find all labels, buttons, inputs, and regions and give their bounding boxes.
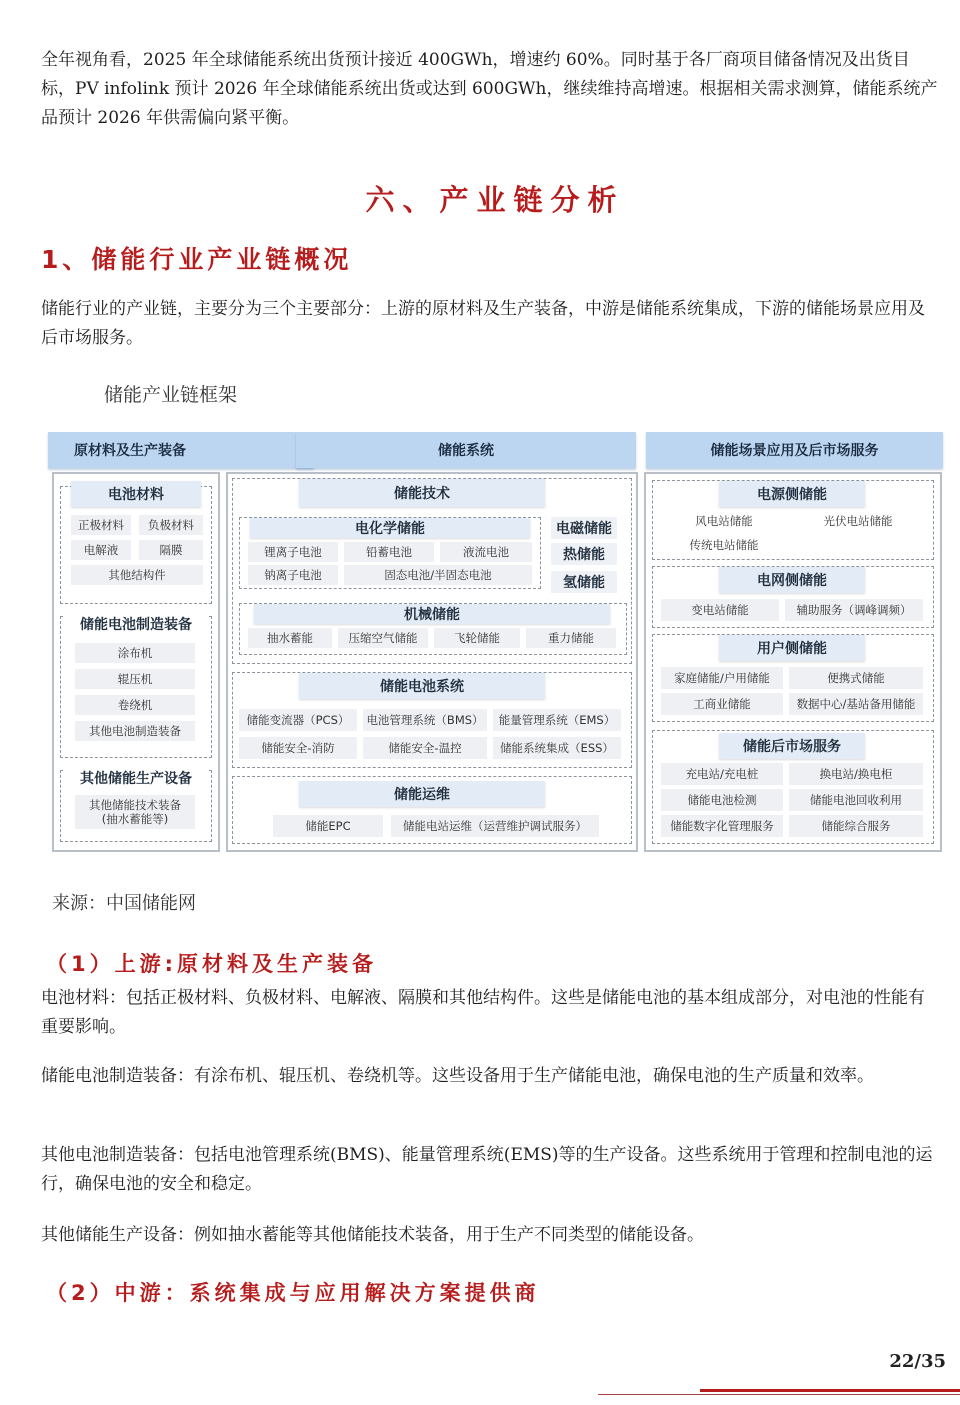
diagram-cell: 储能数字化管理服务 — [661, 815, 783, 837]
diagram-cell: 储能变流器（PCS） — [239, 709, 357, 731]
diagram-cell: 便携式储能 — [789, 667, 923, 689]
diagram-cell: 数据中心/基站备用储能 — [789, 693, 923, 715]
footer-rule-thick — [700, 1389, 960, 1392]
diagram-cell: 储能电池检测 — [661, 789, 783, 811]
group-title: 储能电池系统 — [299, 673, 545, 699]
upstream-paragraph-equipment: 储能电池制造装备：有涂布机、辊压机、卷绕机等。这些设备用于生产储能电池，确保电池的生产质量和效率。 — [41, 1066, 874, 1086]
battery-materials-group — [60, 486, 212, 604]
manufacturing-equipment-group — [60, 616, 212, 758]
diagram-cell: 隔膜 — [139, 540, 203, 560]
group-title: 电池材料 — [71, 481, 201, 507]
electrochemical-group — [239, 517, 541, 589]
diagram-cell: 锂离子电池 — [248, 542, 338, 562]
mechanical-group — [239, 603, 627, 655]
grid-side-group — [652, 566, 934, 628]
diagram-cell: 钠离子电池 — [248, 565, 338, 585]
diagram-cell: 电解液 — [71, 540, 131, 560]
group-title: 用户侧储能 — [719, 635, 865, 661]
section-title: 六、产业链分析 — [365, 183, 625, 217]
diagram-cell: 电池管理系统（BMS） — [363, 709, 487, 731]
upstream-paragraph-other-battery: 其他电池制造装备：包括电池管理系统(BMS)、能量管理系统(EMS)等的生产设备。这些系统用于管理和控制电池的运行，确保电池的安全和稳定。 — [41, 1145, 933, 1194]
page-number: 22/35 — [889, 1351, 946, 1372]
diagram-cell: 负极材料 — [139, 515, 203, 535]
diagram-cell: 其他电池制造装备 — [75, 721, 195, 741]
diagram-cell: 辊压机 — [75, 669, 195, 689]
diagram-cell: 变电站储能 — [661, 599, 779, 621]
subsection-paragraph: 储能行业的产业链，主要分为三个主要部分：上游的原材料及生产装备，中游是储能系统集成，下游的储能场景应用及后市场服务。 — [41, 299, 925, 348]
diagram-cell: 能量管理系统（EMS） — [493, 709, 621, 731]
group-title: 储能后市场服务 — [719, 733, 865, 759]
figure-title: 储能产业链框架 — [104, 384, 238, 406]
downstream-column — [644, 472, 942, 852]
column-header-downstream: 储能场景应用及后市场服务 — [646, 432, 943, 468]
diagram-cell: 涂布机 — [75, 643, 195, 663]
diagram-cell: 抽水蓄能 — [248, 628, 332, 648]
footer-rule-thin — [598, 1394, 960, 1395]
group-title: 储能运维 — [299, 781, 545, 807]
upstream-paragraph-other-storage: 其他储能生产设备：例如抽水蓄能等其他储能技术装备，用于生产不同类型的储能设备。 — [41, 1225, 704, 1245]
aftermarket-group — [652, 730, 934, 844]
group-title: 电化学储能 — [250, 518, 530, 538]
diagram-cell: 飞轮储能 — [434, 628, 520, 648]
industry-chain-diagram — [48, 432, 943, 858]
diagram-cell: 其他结构件 — [71, 565, 203, 585]
figure-source: 来源：中国储能网 — [52, 893, 196, 914]
operation-group — [232, 776, 632, 844]
diagram-cell: 储能EPC — [273, 815, 383, 837]
diagram-cell: 辅助服务（调峰调频） — [785, 599, 923, 621]
subsection-title: 1、储能行业产业链概况 — [41, 245, 353, 274]
diagram-cell: 储能电池回收利用 — [789, 789, 923, 811]
diagram-cell: 储能综合服务 — [789, 815, 923, 837]
diagram-cell: 储能安全-消防 — [239, 737, 357, 759]
diagram-cell: 充电站/充电桩 — [661, 763, 783, 785]
midstream-column — [226, 472, 638, 852]
diagram-cell: 正极材料 — [71, 515, 131, 535]
column-header-midstream: 储能系统 — [296, 432, 636, 468]
storage-tech-group — [232, 478, 632, 664]
diagram-cell: 换电站/换电柜 — [789, 763, 923, 785]
diagram-cell: 储能系统集成（ESS） — [493, 737, 621, 759]
column-header-upstream: 原材料及生产装备 — [48, 432, 314, 468]
diagram-cell: 压缩空气储能 — [338, 628, 428, 648]
upstream-paragraph-materials: 电池材料：包括正极材料、负极材料、电解液、隔膜和其他结构件。这些是储能电池的基本组成部分，对电池的性能有重要影响。 — [41, 988, 925, 1037]
intro-paragraph: 全年视角看，2025 年全球储能系统出货预计接近 400GWh，增速约 60%。同时基于各厂商项目储备情况及出货目标，PV infolink 预计 2026 年全球储能系统出货或达到 600GWh，继续维持高增速。根据相关需求测算，储能系统产品预计 2026 年供需偏向紧平衡。 — [41, 50, 938, 128]
diagram-cell: 电磁储能 — [551, 517, 617, 539]
group-title: 电源侧储能 — [719, 481, 865, 507]
diagram-cell: 卷绕机 — [75, 695, 195, 715]
group-title: 其他储能生产设备 — [65, 765, 207, 791]
group-title: 储能电池制造装备 — [65, 611, 207, 637]
group-title: 储能技术 — [299, 479, 545, 507]
diagram-cell: 热储能 — [551, 543, 617, 565]
diagram-cell: 储能电站运维（运营维护调试服务） — [391, 815, 599, 837]
other-equipment-group — [60, 770, 212, 842]
diagram-cell: 储能安全-温控 — [363, 737, 487, 759]
upstream-heading: （1）上游:原材料及生产装备 — [46, 952, 378, 976]
diagram-cell: 光伏电站储能 — [795, 511, 921, 531]
user-side-group — [652, 634, 934, 722]
diagram-cell: 家庭储能/户用储能 — [661, 667, 783, 689]
diagram-cell: 传统电站储能 — [661, 535, 787, 555]
diagram-cell: 固态电池/半固态电池 — [344, 565, 532, 585]
diagram-cell: 重力储能 — [526, 628, 616, 648]
diagram-cell: 风电站储能 — [661, 511, 787, 531]
battery-system-group — [232, 672, 632, 768]
group-title: 电网侧储能 — [719, 567, 865, 593]
upstream-column — [52, 472, 220, 852]
diagram-cell: 液流电池 — [440, 542, 532, 562]
power-side-group — [652, 480, 934, 560]
diagram-cell: 工商业储能 — [661, 693, 783, 715]
diagram-cell: 氢储能 — [551, 571, 617, 593]
midstream-heading: （2）中游：系统集成与应用解决方案提供商 — [46, 1281, 540, 1305]
diagram-cell: 铅蓄电池 — [344, 542, 434, 562]
group-title: 机械储能 — [254, 604, 610, 624]
diagram-cell: 其他储能技术装备 (抽水蓄能等) — [75, 795, 195, 829]
